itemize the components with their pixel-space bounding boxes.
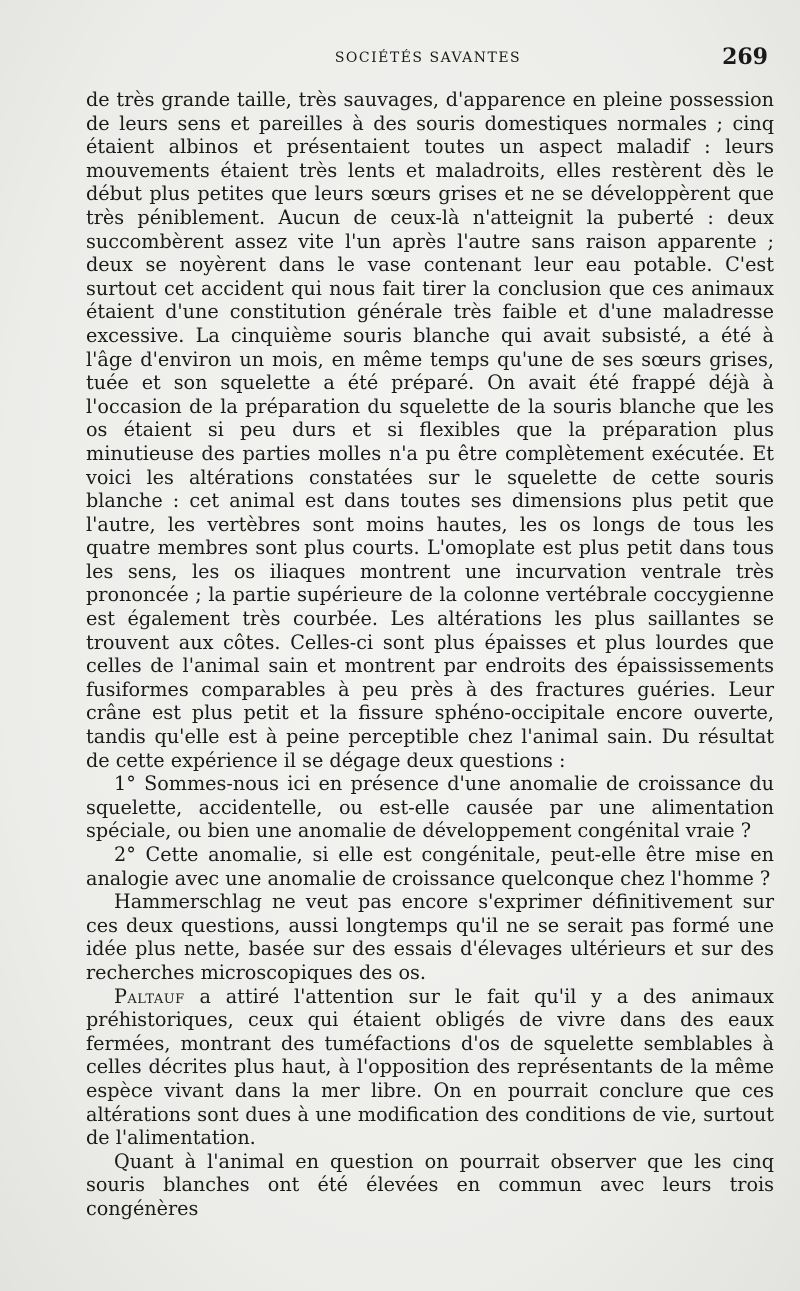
running-title: SOCIÉTÉS SAVANTES bbox=[334, 50, 522, 66]
paragraph-question-2: 2° Cette anomalie, si elle est congénitale, peut-elle être mise en analogie avec une anomalie de croissance quelconque chez l'homme ? bbox=[86, 843, 774, 890]
paragraph-question-1: 1° Sommes-nous ici en présence d'une anomalie de croissance du squelette, accidentelle, ou est-elle causée par une alimentation spéciale, ou bien une anomalie de développement congénital vraie ? bbox=[86, 772, 774, 843]
page-number: 269 bbox=[722, 44, 768, 70]
page-header bbox=[88, 44, 768, 78]
paragraph-paltauf bbox=[86, 985, 774, 1150]
paragraph-hammerschlag: Hammerschlag ne veut pas encore s'exprimer définitivement sur ces deux questions, aussi longtemps qu'il ne se serait pas formé une idée plus nette, basée sur des essais d'élevages ultérieurs et sur des recherches microscopiques des os. bbox=[86, 890, 774, 984]
page-body bbox=[86, 88, 774, 1221]
author-name: Paltauf bbox=[114, 984, 185, 1008]
paragraph-paltauf-text: a attiré l'attention sur le fait qu'il y a des animaux préhistoriques, ceux qui étaient obligés de vivre dans des eaux fermées, montrant des tuméfactions d'os de squelette semblables à celles décrites plus haut, à l'opposition des représentants de la même espèce vivant dans la mer libre. On en pourrait conclure que ces altérations sont dues à une modification des conditions de vie, surtout de l'alimentation. bbox=[86, 984, 774, 1150]
paragraph-experiment: de très grande taille, très sauvages, d'apparence en pleine possession de leurs sens et pareilles à des souris domestiques normales ; cinq étaient albinos et présentaient toutes un aspect maladif : leurs mouvements étaient très lents et maladroits, elles restèrent dès le début plus petites que leurs sœurs grises et ne se développèrent que très péniblement. Aucun de ceux-là n'atteignit la puberté : deux succombèrent assez vite l'un après l'autre sans raison apparente ; deux se noyèrent dans le vase contenant leur eau potable. C'est surtout cet accident qui nous fait tirer la conclusion que ces animaux étaient d'une constitution générale très faible et d'une maladresse excessive. La cinquième souris blanche qui avait subsisté, a été à l'âge d'environ un mois, en même temps qu'une de ses sœurs grises, tuée et son squelette a été préparé. On avait été frappé déjà à l'occasion de la préparation du squelette de la souris blanche que les os étaient si peu durs et si flexibles que la préparation plus minutieuse des parties molles n'a pu être complètement exécutée. Et voici les altérations constatées sur le squelette de cette souris blanche : cet animal est dans toutes ses dimensions plus petit que l'autre, les vertèbres sont moins hautes, les os longs de tous les quatre membres sont plus courts. L'omoplate est plus petit dans tous les sens, les os iliaques montrent une incurvation ventrale très prononcée ; la partie supérieure de la colonne vertébrale coccygienne est également très courbée. Les altérations les plus saillantes se trouvent aux côtes. Celles-ci sont plus épaisses et plus lourdes que celles de l'animal sain et montrent par endroits des épaississements fusiformes comparables à peu près à des fractures guéries. Leur crâne est plus petit et la fissure sphéno-occipitale encore ouverte, tandis qu'elle est à peine perceptible chez l'animal sain. Du résultat de cette expérience il se dégage deux questions : bbox=[86, 88, 774, 772]
paragraph-conclusion: Quant à l'animal en question on pourrait observer que les cinq souris blanches ont été élevées en commun avec leurs trois congénères bbox=[86, 1149, 774, 1220]
